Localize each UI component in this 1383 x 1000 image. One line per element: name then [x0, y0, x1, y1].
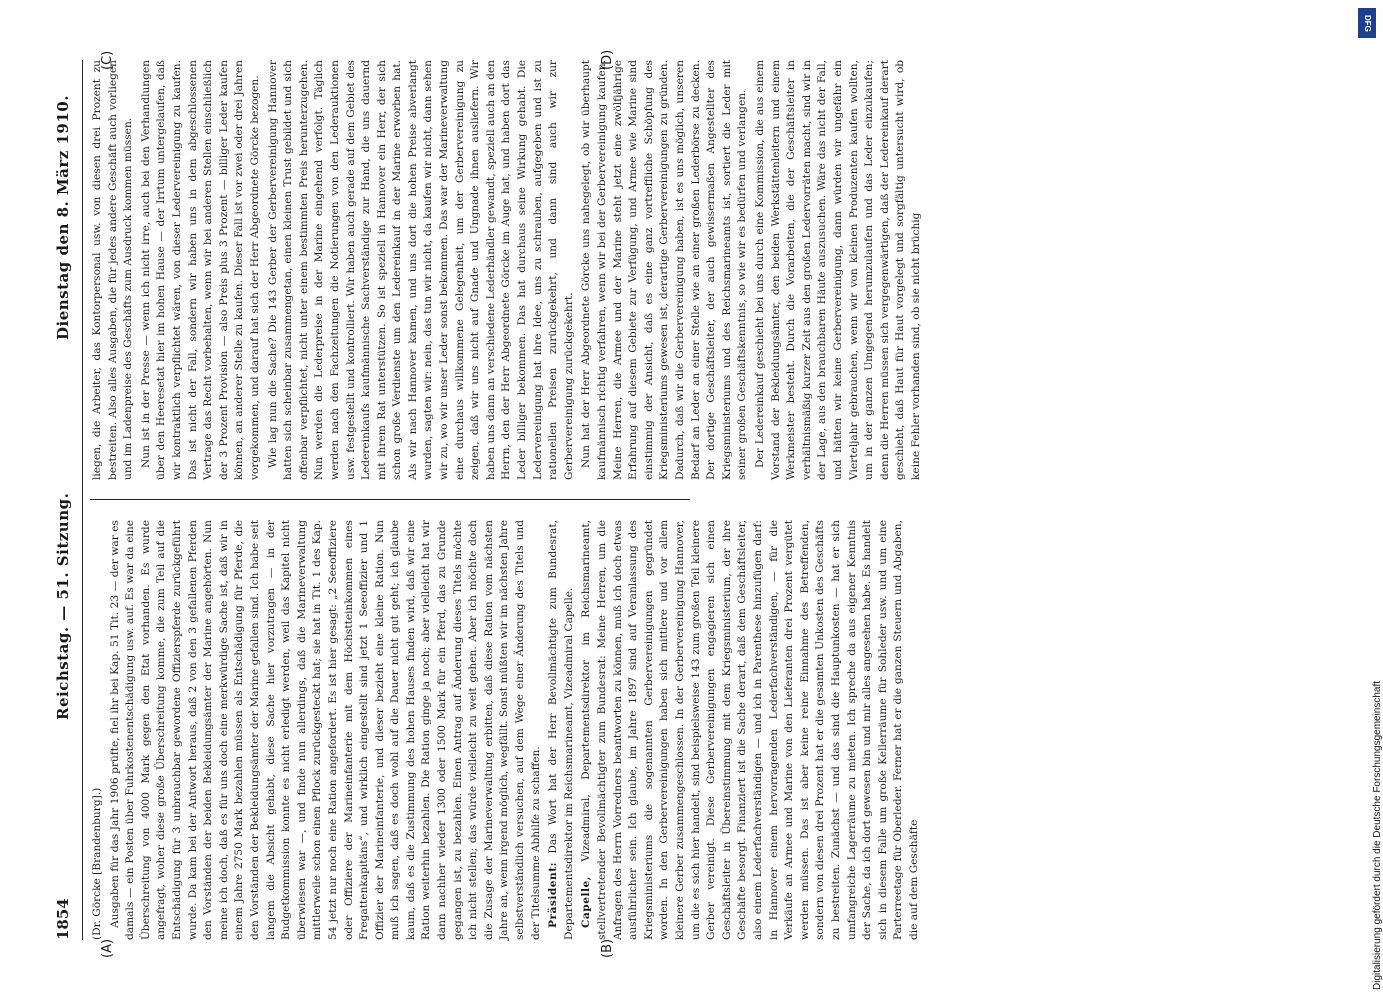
right-column	[90, 60, 922, 480]
paragraph: liegen, die Arbeiter, das Kontorpersonal usw. von diesen drei Prozent zu bestreiten. Also alles Ausgaben, die für jedes andere Geschäft auch vorliegen und im Ladenpreise des Geschäfts zum Ausdruck kommen müssen.	[91, 60, 135, 480]
paragraph: Der Ledereinkauf geschieht bei uns durch eine Kommission, die aus einem Vorstand der Bekleidungsämter, den beiden Werkstättenleitern und einem Werkmeister besteht. Durch die Vorarbeiten, die der Geschäftsleiter in verhältnismäßig kurzer Zeit aus den großen Ledervorräten macht, sind wir in der Lage, aus den brauchbaren Häute auszusuchen. Wäre das nicht der Fall, und hätten wir keine Gerbervereinigung, dann würden wir ungefähr ein Vierteljahr gebrauchen, wenn wir von kleinen Produzenten kaufen wollten, um in der ganzen Umgegend herumzulaufen und das Leder einzukaufen; denn die Herren müssen sich vergegenwärtigen, daß der Ledereinkauf derart geschieht, daß Haut für Haut vorgelegt und sorgfältig untersucht wird, ob keine Fehler vorhanden sind, ob sie nicht brüchig	[753, 60, 922, 480]
president-text: Das Wort hat der Herr Bevollmächtigte zum Bundesrat, Departementsdirektor im Reichsmarineamt, Vizeadmiral Capelle.	[547, 520, 575, 940]
page-number: 1854	[54, 898, 72, 940]
margin-mark-c: (C)	[100, 50, 115, 70]
president-paragraph	[546, 520, 577, 940]
left-column	[90, 520, 920, 940]
capelle-label: Capelle,	[580, 876, 593, 928]
header-rule	[82, 60, 83, 940]
capelle-text: Vizeadmiral, Departementsdirektor im Reichsmarineamt, stellvertretender Bevollmächtigter zum Bundesrat: Meine Herren, um die Anfragen des Herrn Vorredners beantworten zu können, muß ich doch etwas ausführlicher sein. Ich glaube, im Jahre 1897 sind auf Veranlassung des Kriegsministeriums die sogenannten Gerbervereinigungen gegründet worden. In den Gerbervereinigungen haben sich mittlere und vor allem kleinere Gerber zusammengeschlossen. In der Gerbervereinigung Hannover, um die es sich hier handelt, sind beispielsweise 143 zum großen Teil kleinere Gerber vereinigt. Diese Gerbervereinigungen engagieren sich einen Geschäftsleiter in Übereinstimmung mit dem Kriegsministerium, der ihre Geschäfte besorgt. Finanziert ist die Sache derart, daß dem Geschäftsleiter, also einem Lederfachverständigen — und ich in Parenthese hinzufügen darf: in Hannover einem hervorragenden Lederfachverständigen, — für die Verkäufe an Armee und Marine von den Lieferanten drei Prozent vergütet werden müssen. Das ist aber keine reine Einnahme des Betreffenden, sondern von diesen drei Prozent hat er die gesamten Unkosten des Geschäfts zu bestreiten. Zunächst — und das sind die Hauptunkosten — hat er sich umfangreiche Lagerräume zu mieten. Ich spreche da aus eigener Kenntnis der Sache, da ich dort gewesen bin und mir alles angesehen habe. Es handelt sich in diesem Falle um große Kellerräume für Sohleder usw. und um eine Parterreetage für Oberleder. Ferner hat er die ganzen Steuern und Abgaben, die auf dem Geschäfte	[580, 520, 920, 940]
running-header	[40, 40, 80, 960]
margin-mark-b: (B)	[600, 938, 615, 958]
paragraph: Wie lag nun die Sache? Die 143 Gerber der Gerbervereinigung Hannover hatten sich scheinbar zusammengetan, einen kleinen Trust gebildet und sich offenbar verpflichtet, nicht unter einem bestimmten Preis herunterzugehen. Nun werden die Lederpreise in der Marine eingehend verfolgt. Täglich werden nach den Fachzeitungen die Notierungen von den Lederauktionen usw. festgestellt und kontrolliert. Wir haben auch gerade auf dem Gebiet des Ledereinkaufs kaufmännische Sachverständige zur Hand, die uns dauernd mit ihrem Rat unterstützen. So ist speziell in Hannover ein Herr, der sich schon große Verdienste um den Ledereinkauf in der Marine erworben hat. Als wir nach Hannover kamen, und uns dort die hohen Preise abverlangt wurden, sagten wir: nein, das tun wir nicht, da kaufen wir nicht, dann sehen wir zu, wo wir unser Leder sonst bekommen. Das war der Marineverwaltung eine durchaus willkommene Gelegenheit, um der Gerbervereinigung zu zeigen, daß wir uns nicht auf Gnade und Ungnade ihnen ausliefern. Wir haben uns dann an verschiedene Lederhändler gewandt, speziell auch an den Herrn, den der Herr Abgeordnete Görcke im Auge hat, und haben dort das Leder billiger bekommen. Das hat durchaus seine Wirkung gehabt. Die Ledervereinigung hat ihre Idee, uns zu schrauben, aufgegeben und ist zu rationellen Preisen zurückgekehrt, und dann sind auch wir zur Gerbervereinigung zurückgekehrt.	[266, 60, 575, 480]
session-date: Dienstag den 8. März 1910.	[54, 95, 72, 340]
paragraph: Nun hat der Herr Abgeordnete Görcke uns nahegelegt, ob wir überhaupt kaufmännisch richtig verfahren, wenn wir bei der Gerbervereinigung kaufen. Meine Herren, die Armee und der Marine steht jetzt eine zwölfjährige Erfahrung auf diesem Gebiete zur Verfügung, und Armee wie Marine sind einstimmig der Ansicht, daß es eine ganz vortreffliche Schöpfung des Kriegsministeriums gewesen ist, derartige Gerbervereinigungen zu gründen. Dadurch, daß wir die Gerbervereinigung haben, ist es uns möglich, unseren Bedarf an Leder an einer Stelle wie an einer großen Lederbörse zu decken. Der dortige Geschäftsleiter, der auch gewissermaßen Angestellter des Kriegsministeriums und des Reichsmarineamts ist, sortiert die Leder mit seiner großen Geschäftskenntnis, so wie wir es bedürfen und verlangen.	[580, 60, 749, 480]
paragraph: Nun ist in der Presse — wenn ich nicht irre, auch bei den Verhandlungen über den Heeresetat hier im hohen Hause — der Irrtum untergelaufen, daß wir kontraktlich verpflichtet wären, von dieser Ledervereinigung zu kaufen. Das ist nicht der Fall, sondern wir haben uns in dem abgeschlossenen Vertrage das Recht vorbehalten, wenn wir bei anderen Stellen einschließlich der 3 Prozent Provision — also Preis plus 3 Prozent — billiger Leder kaufen können, an anderer Stelle zu kaufen. Dieser Fall ist vor zwei oder drei Jahren vorgekommen, und darauf hat sich der Herr Abgeordnete Görcke bezogen.	[139, 60, 261, 480]
digitization-credit: Digitalisierung gefördert durch die Deutsche Forschungsgemeinschaft	[1372, 680, 1383, 990]
speaker-note: (Dr. Görcke [Brandenburg].)	[91, 787, 103, 940]
rotated-page	[40, 40, 1340, 960]
paragraph: Ausgaben für das Jahr 1906 prüfte, fiel ihr bei Kap. 51 Tit. 23 — der war es damals — ein Posten über Fuhrkostenentschädigung usw. auf. Es war da eine Überschreitung von 4000 Mark gegen den Etat vorhanden. Es wurde angefragt, woher diese große Überschreitung komme, die zum Teil auf die Entschädigung für 3 unbrauchbar gewordene Offizierspferde zurückgeführt wurde. Da kam bei der Antwort heraus, daß 2 von den 3 gefallenen Pferden den Vorständen der beiden Bekleidungsämter der Marine angehörten. Nun meine ich doch, daß es für uns doch eine merkwürdige Sache ist, daß wir in einem Jahre 2750 Mark bezahlen müssen als Entschädigung für Pferde, die den Vorständen der Bekleidungsämter der Marine gefallen sind. Ich habe seit langem die Absicht gehabt, diese Sache hier vorzutragen — in der Budgetkommission konnte es nicht erledigt werden, weil das Kapitel nicht überwiesen war —, und finde nun allerdings, daß die Marineverwaltung mittlerweile schon einen Pflock zurückgesteckt hat; sie hat in Tit. 1 des Kap. 54 jetzt nur noch eine Ration angefordert. Es ist hier gesagt: „2 Seeoffiziere oder Offiziere der Marineinfanterie mit dem Höchstteinkommen eines Fregattenkapitäns“, und wirklich eingestellt sind jetzt 1 Seeoffizier und 1 Offizier der Marineinfanterie, und dieser bezieht eine kleine Ration. Nun muß ich sagen, daß es doch wohl auf die Dauer nicht gut geht; ich glaube kaum, daß es die Zustimmung des hohen Hauses finden wird, daß wir eine Ration weiterhin bezahlen. Die Ration ginge ja noch; aber vielleicht hat wir dann nachher wieder 1300 oder 1500 Mark für ein Pferd, das zu Grunde gegangen ist, zu bezahlen. Einen Antrag auf Änderung dieses Titels möchte ich nicht stellen; das würde vielleicht zu weit gehen. Aber ich möchte doch die Zusage der Marineverwaltung erbitten, daß diese Ration vom nächsten Jahre an, wenn irgend möglich, wegfällt. Sonst müßten wir im nächsten Jahre selbstverständlich versuchen, auf dem Wege einer Änderung des Titels und der Titelsumme Abhilfe zu schaffen.	[108, 520, 542, 940]
session-title: Reichstag. — 51. Sitzung.	[54, 492, 72, 720]
column-separator	[90, 499, 690, 500]
president-label: Präsident:	[547, 861, 560, 928]
capelle-paragraph	[579, 520, 922, 940]
margin-mark-d: (D)	[600, 49, 615, 70]
dfg-logo: DFG	[1358, 8, 1376, 38]
margin-mark-a: (A)	[100, 938, 115, 958]
